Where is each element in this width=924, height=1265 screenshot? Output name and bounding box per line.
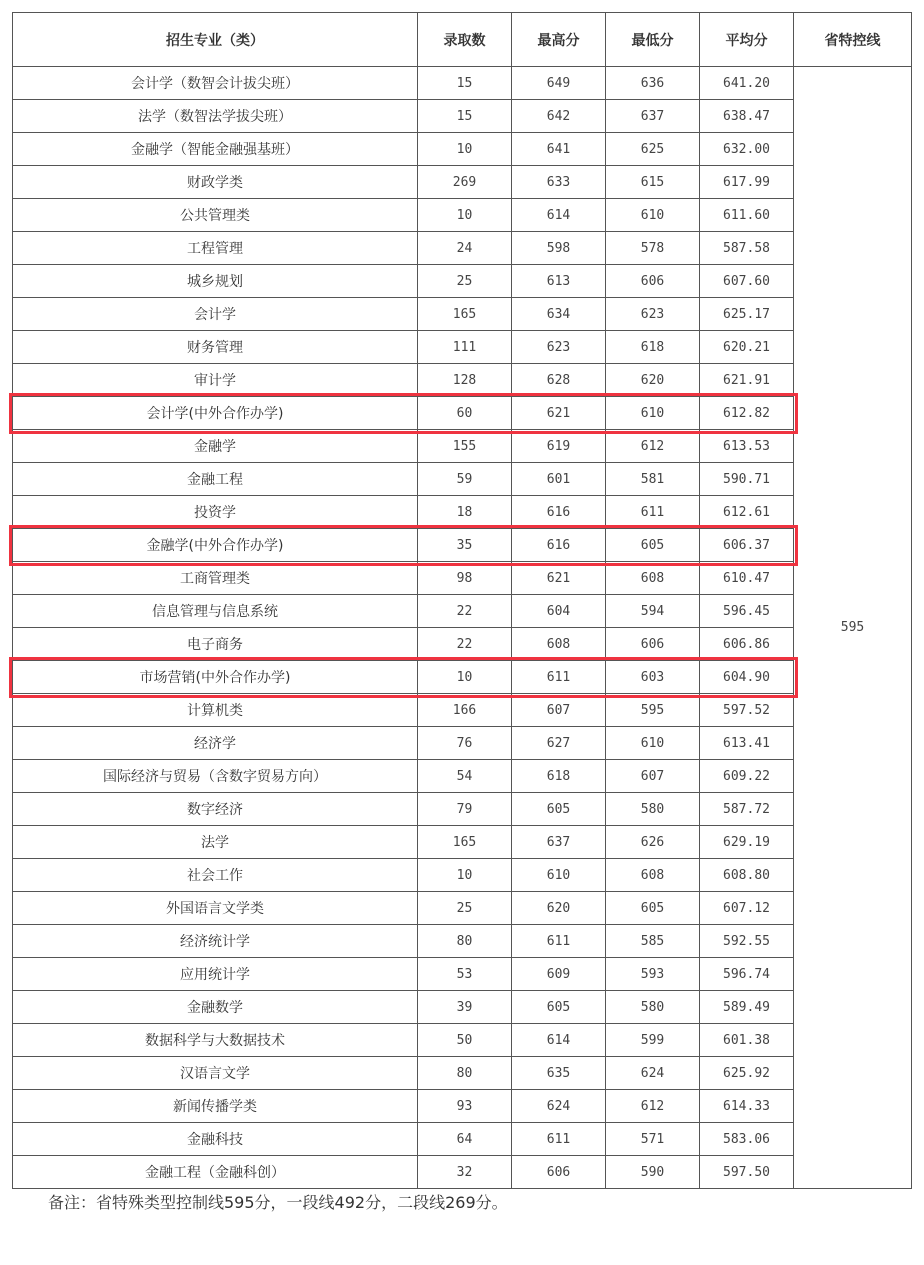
cell-avg: 611.60 xyxy=(700,199,794,232)
cell-avg: 589.49 xyxy=(700,991,794,1024)
cell-min: 595 xyxy=(606,694,700,727)
cell-major: 金融数学 xyxy=(13,991,418,1024)
cell-max: 641 xyxy=(512,133,606,166)
cell-avg: 638.47 xyxy=(700,100,794,133)
table-row xyxy=(13,397,912,430)
cell-min: 606 xyxy=(606,628,700,661)
cell-min: 626 xyxy=(606,826,700,859)
header-major: 招生专业（类） xyxy=(13,13,418,67)
table-row xyxy=(13,232,912,265)
cell-max: 608 xyxy=(512,628,606,661)
cell-major: 工程管理 xyxy=(13,232,418,265)
cell-max: 613 xyxy=(512,265,606,298)
cell-min: 618 xyxy=(606,331,700,364)
cell-count: 35 xyxy=(418,529,512,562)
table-row xyxy=(13,760,912,793)
cell-major: 计算机类 xyxy=(13,694,418,727)
table-row xyxy=(13,628,912,661)
cell-min: 581 xyxy=(606,463,700,496)
cell-major: 财政学类 xyxy=(13,166,418,199)
admission-score-table xyxy=(12,12,912,1189)
header-min: 最低分 xyxy=(606,13,700,67)
header-max: 最高分 xyxy=(512,13,606,67)
cell-major: 国际经济与贸易（含数字贸易方向） xyxy=(13,760,418,793)
cell-avg: 592.55 xyxy=(700,925,794,958)
cell-count: 59 xyxy=(418,463,512,496)
table-row xyxy=(13,595,912,628)
cell-max: 621 xyxy=(512,397,606,430)
cell-major: 金融学 xyxy=(13,430,418,463)
cell-max: 611 xyxy=(512,661,606,694)
cell-count: 39 xyxy=(418,991,512,1024)
table-row xyxy=(13,100,912,133)
cell-major: 投资学 xyxy=(13,496,418,529)
cell-max: 634 xyxy=(512,298,606,331)
footnote: 备注：省特殊类型控制线595分，一段线492分，二段线269分。 xyxy=(48,1193,508,1212)
cell-major: 汉语言文学 xyxy=(13,1057,418,1090)
cell-major: 工商管理类 xyxy=(13,562,418,595)
cell-count: 128 xyxy=(418,364,512,397)
cell-max: 633 xyxy=(512,166,606,199)
cell-max: 635 xyxy=(512,1057,606,1090)
table-row xyxy=(13,892,912,925)
cell-major: 城乡规划 xyxy=(13,265,418,298)
cell-avg: 629.19 xyxy=(700,826,794,859)
cell-major: 电子商务 xyxy=(13,628,418,661)
cell-min: 608 xyxy=(606,562,700,595)
cell-avg: 590.71 xyxy=(700,463,794,496)
cell-avg: 632.00 xyxy=(700,133,794,166)
cell-min: 599 xyxy=(606,1024,700,1057)
cell-avg: 613.41 xyxy=(700,727,794,760)
table-row xyxy=(13,265,912,298)
cell-min: 578 xyxy=(606,232,700,265)
cell-max: 605 xyxy=(512,793,606,826)
cell-max: 605 xyxy=(512,991,606,1024)
cell-min: 611 xyxy=(606,496,700,529)
cell-avg: 606.86 xyxy=(700,628,794,661)
cell-max: 611 xyxy=(512,925,606,958)
cell-max: 616 xyxy=(512,496,606,529)
cell-count: 269 xyxy=(418,166,512,199)
cell-avg: 621.91 xyxy=(700,364,794,397)
cell-min: 610 xyxy=(606,397,700,430)
cell-max: 604 xyxy=(512,595,606,628)
cell-max: 649 xyxy=(512,67,606,100)
cell-min: 612 xyxy=(606,430,700,463)
table-row xyxy=(13,991,912,1024)
cell-count: 15 xyxy=(418,100,512,133)
cell-avg: 597.50 xyxy=(700,1156,794,1189)
cell-count: 80 xyxy=(418,1057,512,1090)
cell-count: 15 xyxy=(418,67,512,100)
table-row xyxy=(13,958,912,991)
table-row xyxy=(13,331,912,364)
table-row xyxy=(13,529,912,562)
cell-max: 614 xyxy=(512,199,606,232)
cell-major: 会计学(中外合作办学) xyxy=(13,397,418,430)
table-row xyxy=(13,1090,912,1123)
table-row xyxy=(13,793,912,826)
cell-avg: 610.47 xyxy=(700,562,794,595)
cell-avg: 606.37 xyxy=(700,529,794,562)
cell-count: 32 xyxy=(418,1156,512,1189)
cell-count: 64 xyxy=(418,1123,512,1156)
cell-count: 165 xyxy=(418,826,512,859)
cell-count: 76 xyxy=(418,727,512,760)
cell-count: 155 xyxy=(418,430,512,463)
cell-min: 612 xyxy=(606,1090,700,1123)
cell-max: 623 xyxy=(512,331,606,364)
cell-max: 616 xyxy=(512,529,606,562)
cell-max: 606 xyxy=(512,1156,606,1189)
cell-count: 166 xyxy=(418,694,512,727)
cell-min: 625 xyxy=(606,133,700,166)
cell-max: 627 xyxy=(512,727,606,760)
cell-avg: 596.45 xyxy=(700,595,794,628)
table-row xyxy=(13,1057,912,1090)
cell-major: 金融工程 xyxy=(13,463,418,496)
cell-major: 信息管理与信息系统 xyxy=(13,595,418,628)
cell-count: 50 xyxy=(418,1024,512,1057)
cell-max: 607 xyxy=(512,694,606,727)
cell-count: 10 xyxy=(418,859,512,892)
cell-major: 审计学 xyxy=(13,364,418,397)
cell-count: 25 xyxy=(418,265,512,298)
cell-min: 585 xyxy=(606,925,700,958)
cell-max: 598 xyxy=(512,232,606,265)
cell-max: 609 xyxy=(512,958,606,991)
cell-min: 624 xyxy=(606,1057,700,1090)
table-row xyxy=(13,496,912,529)
cell-count: 165 xyxy=(418,298,512,331)
cell-count: 111 xyxy=(418,331,512,364)
cell-avg: 625.17 xyxy=(700,298,794,331)
table-row xyxy=(13,463,912,496)
table-row xyxy=(13,661,912,694)
table-row xyxy=(13,67,912,100)
cell-count: 18 xyxy=(418,496,512,529)
cell-major: 数字经济 xyxy=(13,793,418,826)
cell-major: 应用统计学 xyxy=(13,958,418,991)
table-row xyxy=(13,826,912,859)
cell-avg: 601.38 xyxy=(700,1024,794,1057)
cell-major: 外国语言文学类 xyxy=(13,892,418,925)
cell-avg: 620.21 xyxy=(700,331,794,364)
cell-major: 会计学（数智会计拔尖班） xyxy=(13,67,418,100)
cell-major: 经济学 xyxy=(13,727,418,760)
cell-major: 金融学(中外合作办学) xyxy=(13,529,418,562)
header-control-line: 省特控线 xyxy=(794,13,912,67)
cell-min: 620 xyxy=(606,364,700,397)
table-row xyxy=(13,925,912,958)
cell-major: 经济统计学 xyxy=(13,925,418,958)
cell-count: 93 xyxy=(418,1090,512,1123)
cell-major: 公共管理类 xyxy=(13,199,418,232)
table-row xyxy=(13,364,912,397)
cell-major: 财务管理 xyxy=(13,331,418,364)
cell-count: 10 xyxy=(418,133,512,166)
cell-count: 98 xyxy=(418,562,512,595)
cell-count: 53 xyxy=(418,958,512,991)
cell-major: 会计学 xyxy=(13,298,418,331)
cell-major: 金融学（智能金融强基班） xyxy=(13,133,418,166)
cell-avg: 608.80 xyxy=(700,859,794,892)
cell-min: 605 xyxy=(606,529,700,562)
cell-avg: 597.52 xyxy=(700,694,794,727)
cell-min: 593 xyxy=(606,958,700,991)
cell-avg: 612.82 xyxy=(700,397,794,430)
table-row xyxy=(13,430,912,463)
cell-avg: 614.33 xyxy=(700,1090,794,1123)
cell-major: 新闻传播学类 xyxy=(13,1090,418,1123)
cell-max: 628 xyxy=(512,364,606,397)
cell-major: 法学（数智法学拔尖班） xyxy=(13,100,418,133)
cell-max: 611 xyxy=(512,1123,606,1156)
header-count: 录取数 xyxy=(418,13,512,67)
cell-major: 法学 xyxy=(13,826,418,859)
cell-min: 594 xyxy=(606,595,700,628)
cell-count: 80 xyxy=(418,925,512,958)
header-avg: 平均分 xyxy=(700,13,794,67)
cell-min: 623 xyxy=(606,298,700,331)
cell-avg: 641.20 xyxy=(700,67,794,100)
cell-major: 市场营销(中外合作办学) xyxy=(13,661,418,694)
cell-major: 数据科学与大数据技术 xyxy=(13,1024,418,1057)
cell-max: 620 xyxy=(512,892,606,925)
table-row xyxy=(13,1024,912,1057)
cell-avg: 596.74 xyxy=(700,958,794,991)
cell-min: 637 xyxy=(606,100,700,133)
table-row xyxy=(13,859,912,892)
cell-min: 608 xyxy=(606,859,700,892)
cell-min: 580 xyxy=(606,793,700,826)
cell-avg: 607.60 xyxy=(700,265,794,298)
cell-max: 619 xyxy=(512,430,606,463)
cell-max: 610 xyxy=(512,859,606,892)
cell-avg: 607.12 xyxy=(700,892,794,925)
cell-max: 618 xyxy=(512,760,606,793)
cell-max: 621 xyxy=(512,562,606,595)
cell-count: 24 xyxy=(418,232,512,265)
cell-avg: 609.22 xyxy=(700,760,794,793)
cell-avg: 613.53 xyxy=(700,430,794,463)
cell-count: 22 xyxy=(418,595,512,628)
cell-avg: 583.06 xyxy=(700,1123,794,1156)
cell-min: 610 xyxy=(606,199,700,232)
cell-max: 601 xyxy=(512,463,606,496)
cell-min: 590 xyxy=(606,1156,700,1189)
cell-avg: 612.61 xyxy=(700,496,794,529)
cell-control-line: 595 xyxy=(794,67,912,1189)
cell-min: 571 xyxy=(606,1123,700,1156)
table-row xyxy=(13,133,912,166)
cell-avg: 617.99 xyxy=(700,166,794,199)
cell-min: 603 xyxy=(606,661,700,694)
table-row xyxy=(13,562,912,595)
table-row xyxy=(13,199,912,232)
table-row xyxy=(13,1123,912,1156)
cell-count: 54 xyxy=(418,760,512,793)
table-row xyxy=(13,694,912,727)
table-row xyxy=(13,166,912,199)
cell-count: 22 xyxy=(418,628,512,661)
cell-max: 642 xyxy=(512,100,606,133)
cell-min: 580 xyxy=(606,991,700,1024)
cell-max: 624 xyxy=(512,1090,606,1123)
cell-count: 60 xyxy=(418,397,512,430)
cell-avg: 625.92 xyxy=(700,1057,794,1090)
cell-major: 金融科技 xyxy=(13,1123,418,1156)
table-row xyxy=(13,727,912,760)
cell-min: 605 xyxy=(606,892,700,925)
table-row xyxy=(13,298,912,331)
cell-min: 615 xyxy=(606,166,700,199)
cell-count: 79 xyxy=(418,793,512,826)
cell-count: 25 xyxy=(418,892,512,925)
cell-max: 614 xyxy=(512,1024,606,1057)
cell-min: 636 xyxy=(606,67,700,100)
cell-major: 社会工作 xyxy=(13,859,418,892)
cell-count: 10 xyxy=(418,661,512,694)
cell-avg: 604.90 xyxy=(700,661,794,694)
cell-major: 金融工程（金融科创） xyxy=(13,1156,418,1189)
cell-min: 610 xyxy=(606,727,700,760)
cell-min: 607 xyxy=(606,760,700,793)
cell-min: 606 xyxy=(606,265,700,298)
table-header-row xyxy=(13,13,912,67)
table-row xyxy=(13,1156,912,1189)
cell-avg: 587.58 xyxy=(700,232,794,265)
cell-count: 10 xyxy=(418,199,512,232)
cell-avg: 587.72 xyxy=(700,793,794,826)
cell-max: 637 xyxy=(512,826,606,859)
